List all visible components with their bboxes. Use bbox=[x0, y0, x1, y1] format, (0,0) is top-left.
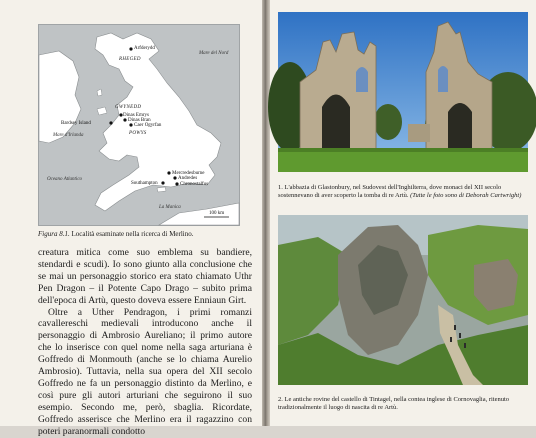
map-label-mare-del-nord: Mare del Nord bbox=[199, 51, 229, 56]
figure-caption-text: Località esaminate nella ricerca di Merlino. bbox=[69, 230, 194, 238]
map-label-mercredesburne: Mercredesburne bbox=[172, 171, 205, 176]
book-gutter bbox=[262, 0, 270, 426]
map-label-powys: POWYS bbox=[129, 131, 147, 136]
photo-caption-2: 2. Le antiche rovine del castello di Tintagel, nella contea inglese di Cornovaglia, ritenuto tradizionalmente il luogo di nascita di re Artù. bbox=[278, 396, 510, 411]
tintagel-image bbox=[278, 215, 528, 385]
right-page bbox=[270, 0, 536, 426]
map-label-gwynedd: GWYNEDD bbox=[115, 105, 142, 110]
map-label-manica: La Manica bbox=[159, 205, 181, 210]
photo-glastonbury-abbey bbox=[278, 12, 528, 172]
map-label-chronostalfus: Chronostalfus bbox=[180, 182, 209, 187]
map-label-mare-irlanda: Mare d'Irlanda bbox=[53, 133, 84, 138]
photo-caption-1 bbox=[278, 184, 528, 200]
map-label-oceano: Oceano Atlantico bbox=[47, 177, 83, 182]
map-label-caer-ogyrfan: Caer Ogyrfan bbox=[134, 123, 162, 128]
map-figure bbox=[38, 24, 240, 226]
glastonbury-image bbox=[278, 12, 528, 172]
map-label-arfderydd: Arfderydd bbox=[134, 46, 155, 51]
map-scale-label: 100 km bbox=[209, 211, 225, 216]
photo-tintagel-castle bbox=[278, 215, 528, 385]
map-label-rheged: RHEGED bbox=[119, 57, 141, 62]
map-label-andredes: Andredes bbox=[178, 176, 198, 181]
body-text bbox=[38, 247, 252, 438]
photo-caption-1-text: 1. L'abbazia di Glastonbury, nel Sudovest dell'Inghilterra, dove monaci del XII secolo sostennevano di aver scoperto la tomba di re Artù. bbox=[278, 184, 502, 199]
map-label-dinas-emrys: Dinas Emrys bbox=[123, 113, 149, 118]
left-page bbox=[0, 0, 262, 437]
map-label-southampton: Southampton bbox=[131, 181, 158, 186]
figure-caption bbox=[38, 230, 248, 239]
paragraph-2: Oltre a Uther Pendragon, i primi romanzi cavallereschi medievali introducono anche il personaggio di Ambrosio Aureliano; il primo autore che lo inserisce con quel nome nella saga arturiana è Goffredo di Monmouth (anche se lo chiama Aurelio Ambrosio). Tuttavia, nella sua opera del XII secolo Goffredo ne fa un personaggio distinto da Merlino, e così pure gli autori arturiani che seguirono il suo esempio. Secondo me, però, sbaglia. Ricordate, Goffredo asserisce che Merlino era il ragazzino con poteri paranormali condotto bbox=[38, 306, 252, 437]
map-label-dinas-bran: Dinas Bran bbox=[128, 118, 151, 123]
map-label-bardsey: Bardsey Island bbox=[61, 121, 91, 126]
figure-caption-label: Figura 8.1. bbox=[38, 230, 70, 238]
paragraph-1: creatura mitica come suo emblema su bandiere, stendardi e scudi). Io sono giunto alla conclusione che se mai un personaggio storico era stato chiamato Uthr Pen Dragon – il Potente Capo Drago – subito prima dell'epoca di Artù, questo doveva essere Enniaun Girt. bbox=[38, 247, 252, 306]
photo-credit: (Tutte le foto sono di Deborah Cartwright) bbox=[408, 192, 522, 199]
